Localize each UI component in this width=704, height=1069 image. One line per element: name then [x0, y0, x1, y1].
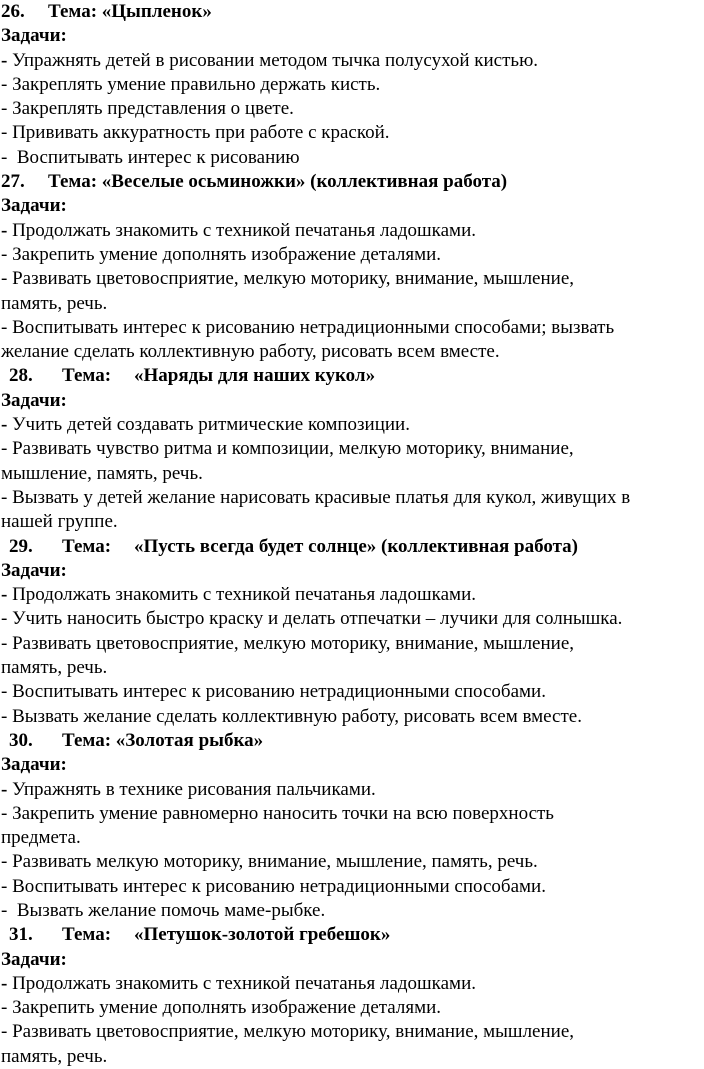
- task-line: нашей группе.: [1, 511, 118, 533]
- task-line: - Воспитывать интерес к рисованию нетрадиционными способами.: [1, 681, 546, 703]
- tasks-label: Задачи:: [1, 25, 67, 47]
- task-text: Продолжать знакомить с техникой печатанья ладошками.: [7, 584, 476, 606]
- task-line: - Воспитывать интерес к рисованию: [1, 146, 300, 168]
- task-line: желание сделать коллективную работу, рисовать всем вместе.: [1, 341, 500, 363]
- task-text: Упражнять в технике рисования пальчиками.: [7, 778, 376, 800]
- task-line: - Вызвать у детей желание нарисовать красивые платья для кукол, живущих в: [1, 486, 631, 508]
- task-dash: -: [1, 49, 8, 71]
- task-line: [1, 413, 704, 437]
- topic-29: [1, 535, 704, 729]
- task-line: память, речь.: [1, 292, 108, 314]
- topic-number: 30.: [9, 729, 33, 751]
- topic-title: «Петушок-золотой гребешок»: [134, 924, 391, 946]
- topic-heading: [1, 364, 704, 388]
- task-line: - Развивать мелкую моторику, внимание, мышление, память, речь.: [1, 851, 538, 873]
- topic-title: «Цыпленок»: [101, 1, 212, 22]
- task-line: предмета.: [1, 827, 81, 849]
- topic-title: «Пусть всегда будет солнце» (коллективная работа): [134, 535, 578, 557]
- tasks-label: Задачи:: [1, 195, 67, 217]
- topic-number: 27.: [1, 171, 25, 193]
- task-dash: -: [1, 219, 8, 241]
- task-text: Упражнять детей в рисовании методом тычка полусухой кистью.: [7, 49, 539, 71]
- topic-26: [1, 0, 704, 170]
- task-line: - Развивать цветовосприятие, мелкую моторику, внимание, мышление,: [1, 268, 574, 290]
- task-line: - Закрепить умение дополнять изображение деталями.: [1, 997, 442, 1019]
- task-text: Учить детей создавать ритмические композиции.: [7, 414, 410, 436]
- topic-27: [1, 170, 704, 364]
- task-line: - Вызвать желание помочь маме-рыбке.: [1, 899, 326, 921]
- topic-word: Тема:: [48, 171, 98, 193]
- task-line: память, речь.: [1, 1045, 108, 1067]
- task-line: [1, 972, 704, 996]
- topic-title: «Наряды для наших кукол»: [134, 365, 376, 387]
- task-line: - Закрепить умение равномерно наносить точки на всю поверхность: [1, 802, 554, 824]
- topic-title: «Веселые осьминожки» (коллективная работа): [101, 171, 508, 193]
- topic-number: 29.: [9, 535, 33, 557]
- topic-word: Тема:: [62, 535, 112, 557]
- topic-heading: [1, 729, 704, 753]
- task-line: - Развивать цветовосприятие, мелкую моторику, внимание, мышление,: [1, 632, 574, 654]
- task-line: [1, 583, 704, 607]
- task-line: - Прививать аккуратность при работе с краской.: [1, 122, 390, 144]
- task-line: - Учить наносить быстро краску и делать отпечатки – лучики для солнышка.: [1, 608, 623, 630]
- task-line: [1, 49, 704, 73]
- task-line: - Закреплять представления о цвете.: [1, 98, 294, 120]
- tasks-label: Задачи:: [1, 754, 67, 776]
- task-line: [1, 219, 704, 243]
- topic-30: [1, 729, 704, 923]
- task-dash: -: [1, 414, 8, 436]
- topic-31: [1, 923, 704, 1069]
- task-line: мышление, память, речь.: [1, 462, 203, 484]
- tasks-label: Задачи:: [1, 948, 67, 970]
- task-text: Продолжать знакомить с техникой печатанья ладошками.: [7, 972, 476, 994]
- topic-heading: [1, 0, 704, 24]
- task-line: [1, 778, 704, 802]
- task-line: - Воспитывать интерес к рисованию нетрадиционными способами.: [1, 875, 546, 897]
- task-line: память, речь.: [1, 657, 108, 679]
- task-line: - Закреплять умение правильно держать кисть.: [1, 73, 381, 95]
- topic-word: Тема:: [62, 924, 112, 946]
- task-line: - Вызвать желание сделать коллективную работу, рисовать всем вместе.: [1, 705, 582, 727]
- tasks-label: Задачи:: [1, 389, 67, 411]
- topic-number: 31.: [9, 924, 33, 946]
- task-line: - Закрепить умение дополнять изображение деталями.: [1, 243, 442, 265]
- topic-number: 28.: [9, 365, 33, 387]
- topic-heading: [1, 923, 704, 947]
- tasks-label: Задачи:: [1, 559, 67, 581]
- task-dash: -: [1, 778, 8, 800]
- task-text: Продолжать знакомить с техникой печатанья ладошками.: [7, 219, 476, 241]
- topic-28: [1, 364, 704, 534]
- task-line: - Воспитывать интерес к рисованию нетрадиционными способами; вызвать: [1, 316, 615, 338]
- topic-word: Тема:: [48, 1, 98, 22]
- topic-word: Тема:: [62, 729, 112, 751]
- task-line: - Развивать цветовосприятие, мелкую моторику, внимание, мышление,: [1, 1021, 574, 1043]
- topic-number: 26.: [1, 1, 25, 22]
- topic-word: Тема:: [62, 365, 112, 387]
- task-line: - Развивать чувство ритма и композиции, мелкую моторику, внимание,: [1, 438, 574, 460]
- topic-heading: [1, 170, 704, 194]
- task-dash: -: [1, 584, 8, 606]
- topic-heading: [1, 535, 704, 559]
- topic-title: «Золотая рыбка»: [115, 729, 264, 751]
- task-dash: -: [1, 972, 8, 994]
